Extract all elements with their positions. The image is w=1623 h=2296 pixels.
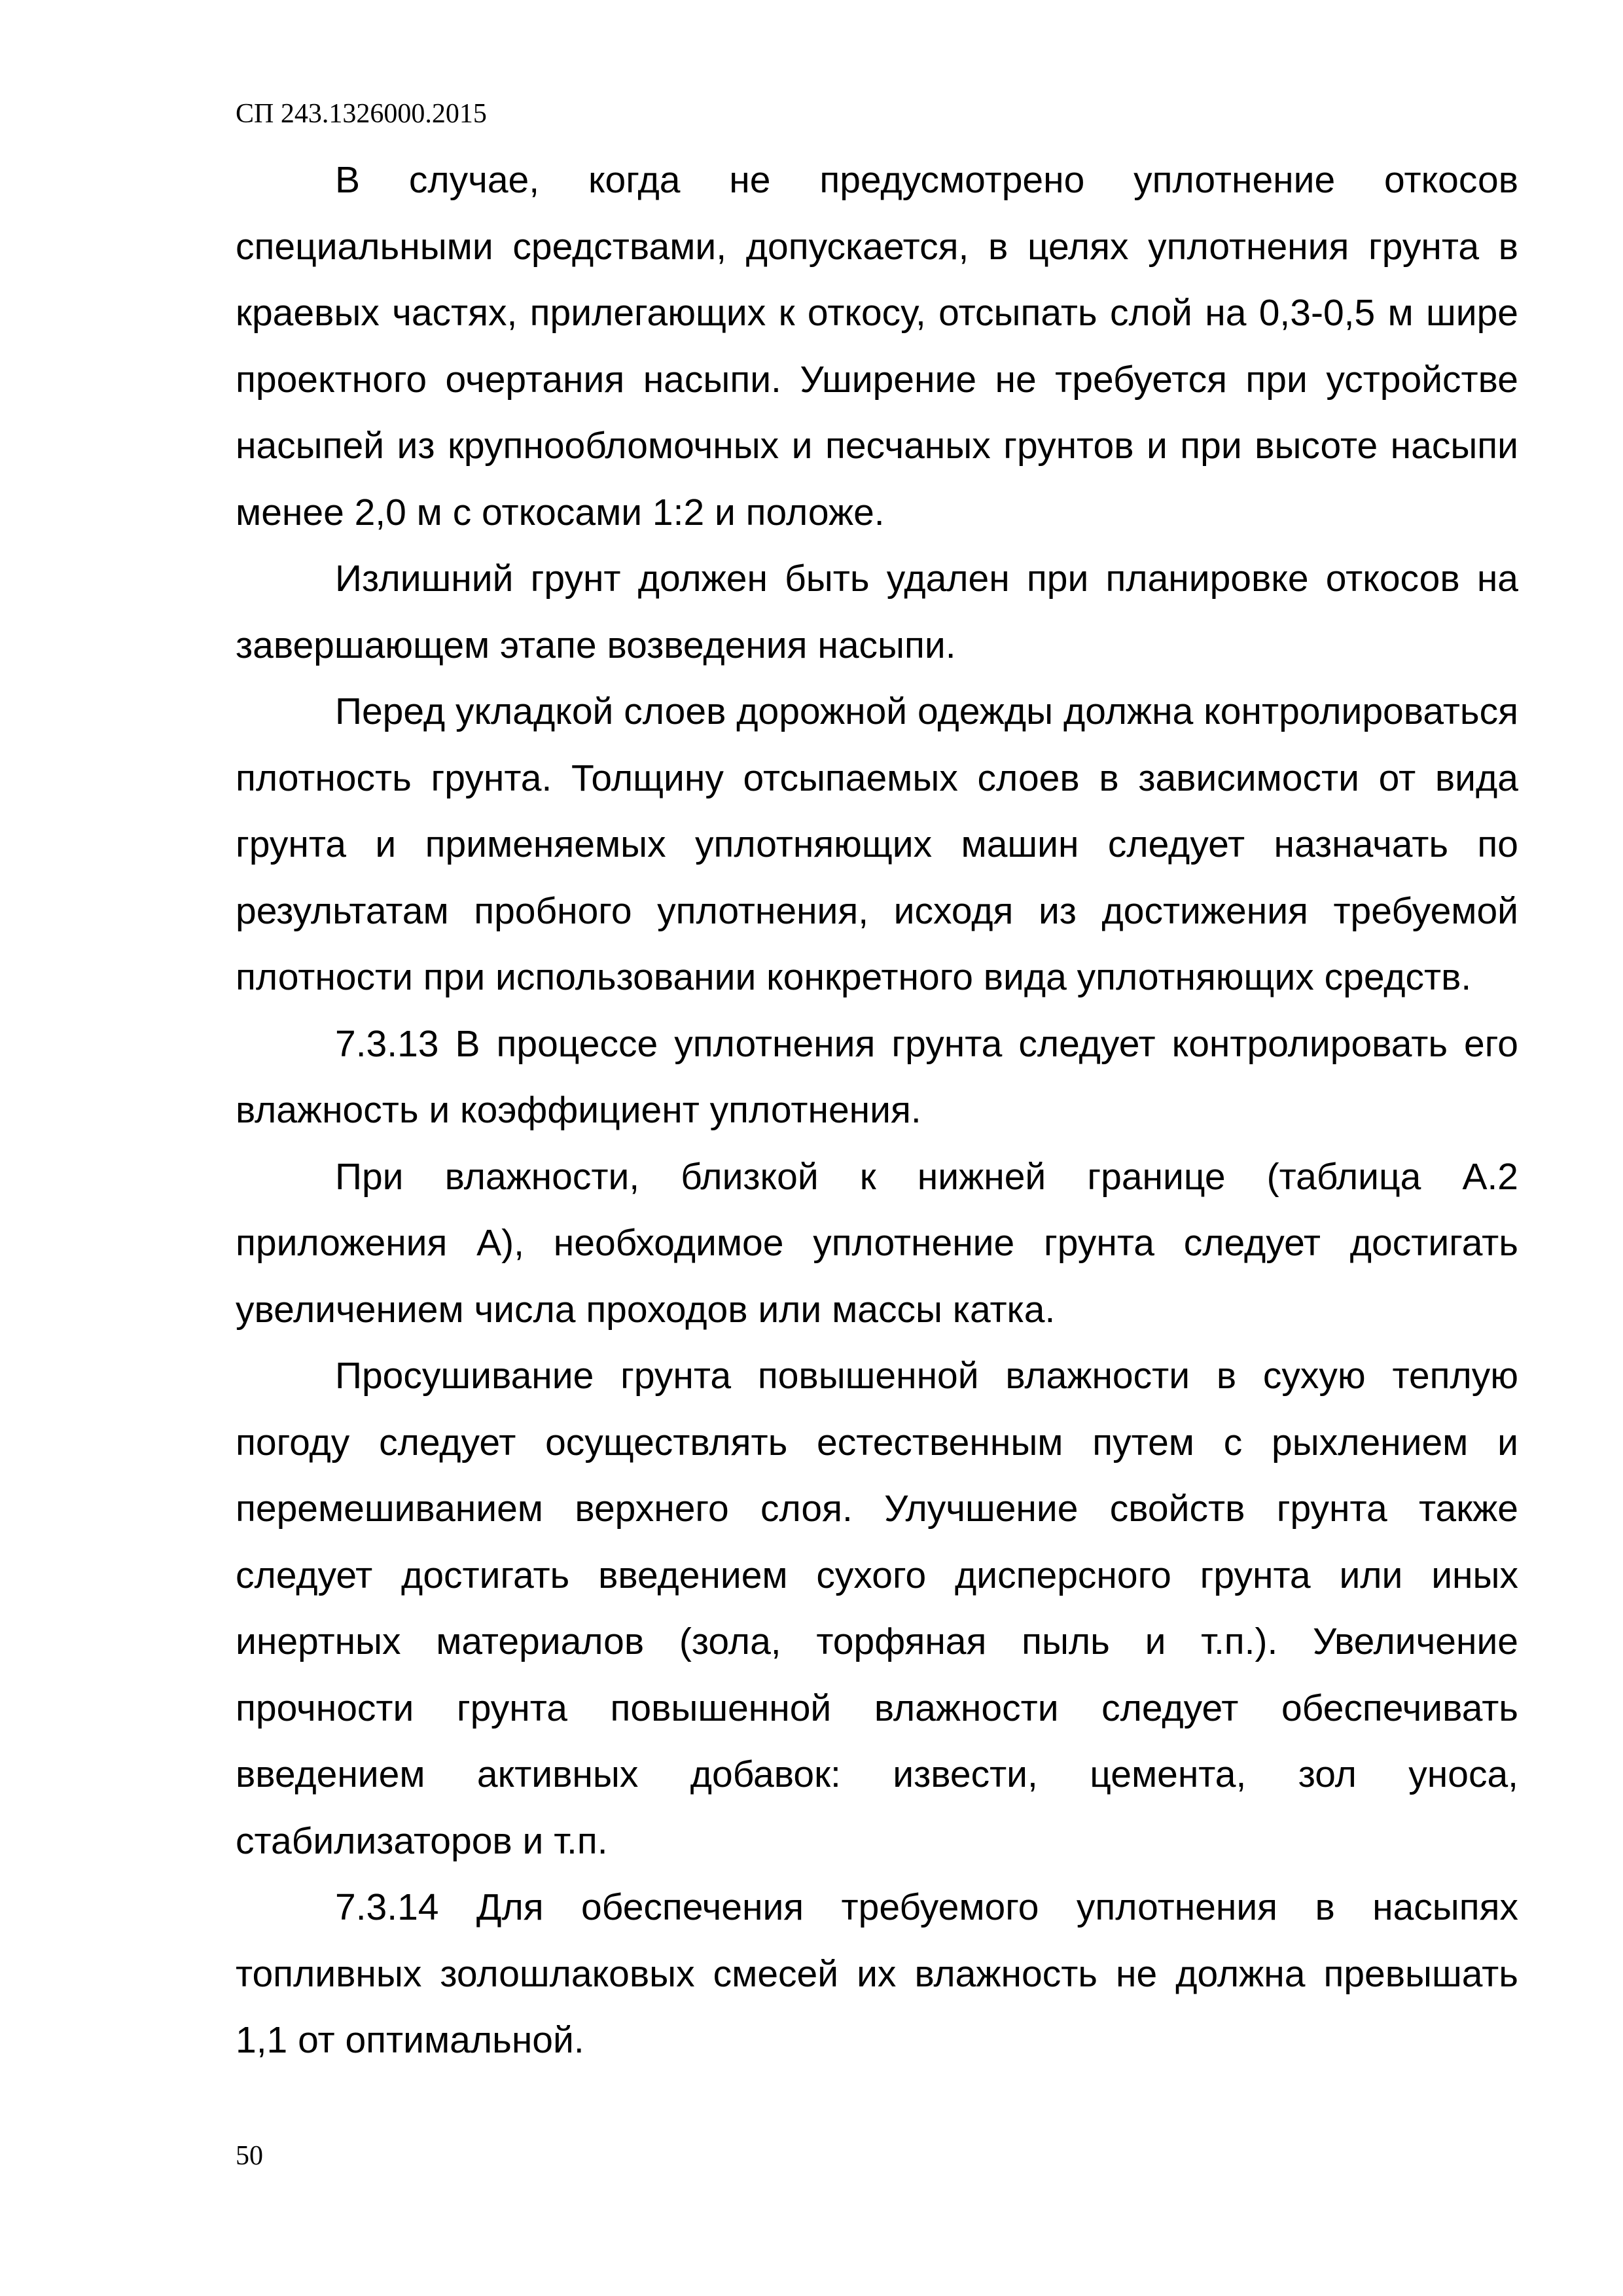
paragraph: В случае, когда не предусмотрено уплотнение откосов специальными средствами, допускается, в целях уплотнения грунта в краевых частях, прилегающих к откосу, отсыпать слой на 0,3-0,5 м шире проектного очертания насыпи. Уширение не требуется при устройстве насыпей из крупнообломочных и песчаных грунтов и при высоте насыпи менее 2,0 м с откосами 1:2 и положе.	[236, 159, 1518, 533]
paragraph-clause-7-3-13: 7.3.13 В процессе уплотнения грунта следует контролировать его влажность и коэффициент уплотнения.	[236, 1022, 1518, 1131]
document-code-header: СП 243.1326000.2015	[236, 99, 487, 129]
paragraph: Излишний грунт должен быть удален при планировке откосов на завершающем этапе возведения насыпи.	[236, 558, 1518, 666]
page-number: 50	[236, 2141, 263, 2171]
paragraph-clause-7-3-14: 7.3.14 Для обеспечения требуемого уплотнения в насыпях топливных золошлаковых смесей их влажность не должна превышать 1,1 от оптимальной.	[236, 1886, 1518, 2061]
paragraph: При влажности, близкой к нижней границе (таблица А.2 приложения А), необходимое уплотнение грунта следует достигать увеличением числа проходов или массы катка.	[236, 1155, 1518, 1331]
document-body	[236, 147, 1518, 2074]
paragraph: Просушивание грунта повышенной влажности в сухую теплую погоду следует осуществлять естественным путем с рыхлением и перемешиванием верхнего слоя. Улучшение свойств грунта также следует достигать введением сухого дисперсного грунта или иных инертных материалов (зола, торфяная пыль и т.п.). Увеличение прочности грунта повышенной влажности следует обеспечивать введением активных добавок: извести, цемента, зол уноса, стабилизаторов и т.п.	[236, 1355, 1518, 1862]
paragraph: Перед укладкой слоев дорожной одежды должна контролироваться плотность грунта. Толщину отсыпаемых слоев в зависимости от вида грунта и применяемых уплотняющих машин следует назначать по результатам пробного уплотнения, исходя из достижения требуемой плотности при использовании конкретного вида уплотняющих средств.	[236, 691, 1518, 998]
